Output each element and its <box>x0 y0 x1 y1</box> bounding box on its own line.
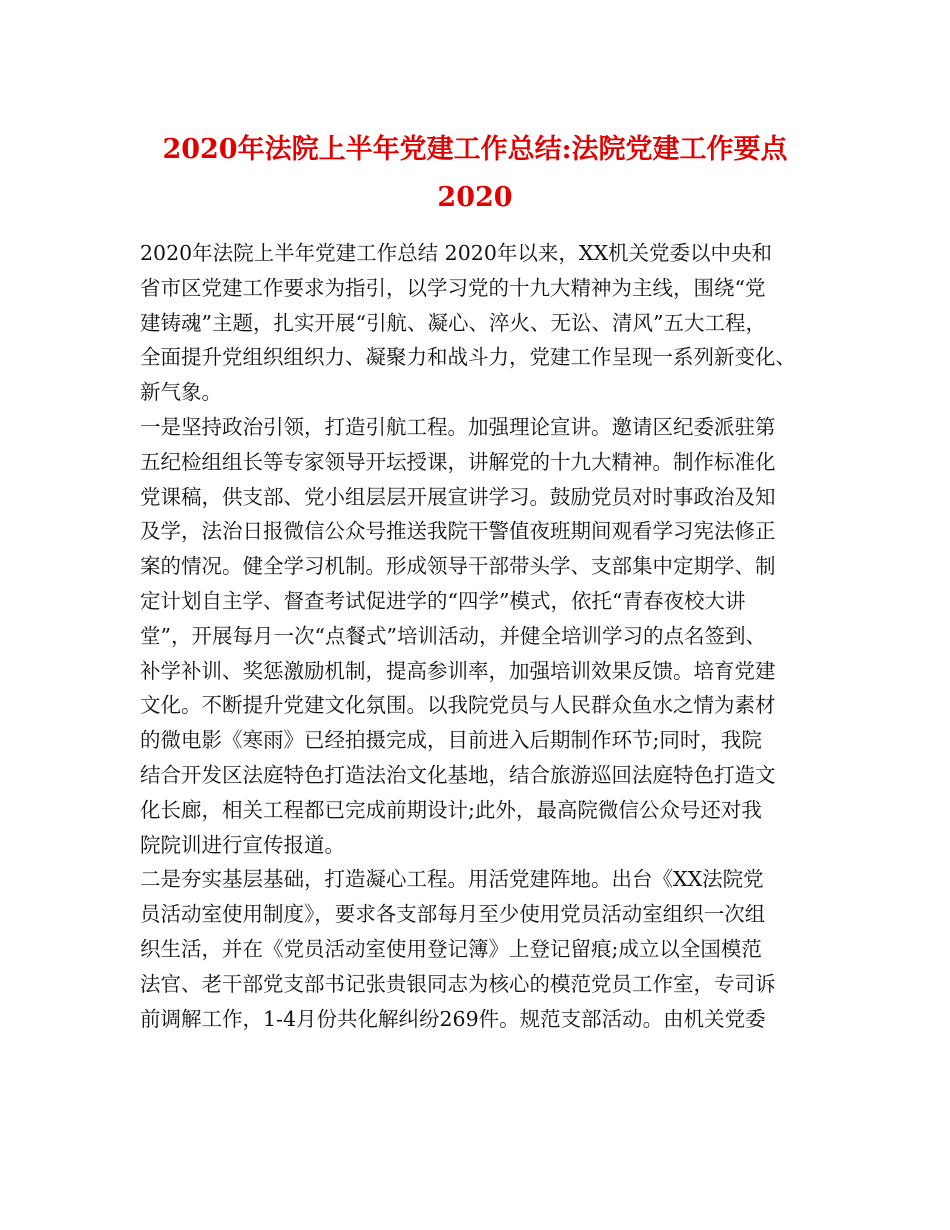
body-line: 全面提升党组织组织力、凝聚力和战斗力，党建工作呈现一系列新变化、 <box>140 345 796 370</box>
body-line: 及学，法治日报微信公众号推送我院干警值夜班期间观看学习宪法修正 <box>140 519 776 544</box>
body-line: 定计划自主学、督查考试促进学的“四学”模式，依托“青春夜校大讲 <box>140 588 746 613</box>
body-line: 文化。不断提升党建文化氛围。以我院党员与人民群众鱼水之情为素材 <box>140 693 776 718</box>
body-line: 法官、老干部党支部书记张贵银同志为核心的模范党员工作室，专司诉 <box>140 971 776 996</box>
body-line: 补学补训、奖惩激励机制，提高参训率，加强培训效果反馈。培育党建 <box>140 658 776 683</box>
body-line: 案的情况。健全学习机制。形成领导干部带头学、支部集中定期学、制 <box>140 554 776 579</box>
body-line: 院院训进行宣传报道。 <box>140 832 345 857</box>
body-line: 建铸魂”主题，扎实开展“引航、凝心、淬火、无讼、清风”五大工程， <box>140 310 766 335</box>
body-line: 党课稿，供支部、党小组层层开展宣讲学习。鼓励党员对时事政治及知 <box>140 484 776 509</box>
body-line: 的微电影《寒雨》已经拍摄完成，目前进入后期制作环节;同时，我院 <box>140 728 762 753</box>
body-line: 化长廊，相关工程都已完成前期设计;此外，最高院微信公众号还对我 <box>140 797 762 822</box>
body-line: 2020年法院上半年党建工作总结 2020年以来，XX机关党委以中央和 <box>140 241 773 265</box>
document-title: 2020年法院上半年党建工作总结:法院党建工作要点 <box>162 134 788 165</box>
body-line: 堂”，开展每月一次“点餐式”培训活动，并健全培训学习的点名签到、 <box>140 623 766 648</box>
document-body <box>140 236 830 1036</box>
body-line: 省市区党建工作要求为指引，以学习党的十九大精神为主线，围绕“党 <box>140 275 766 300</box>
body-line: 前调解工作，1-4月份共化解纠纷269件。规范支部活动。由机关党委 <box>140 1006 766 1031</box>
body-line: 员活动室使用制度》，要求各支部每月至少使用党员活动室组织一次组 <box>140 902 766 927</box>
document-title-year: 2020 <box>437 182 513 213</box>
body-line: 一是坚持政治引领，打造引航工程。加强理论宣讲。邀请区纪委派驻第 <box>140 414 776 439</box>
body-line: 二是夯实基层基础，打造凝心工程。用活党建阵地。出台《XX法院党 <box>140 867 764 892</box>
body-line: 五纪检组组长等专家领导开坛授课，讲解党的十九大精神。制作标准化 <box>140 449 776 474</box>
body-line: 新气象。 <box>140 380 222 405</box>
body-line: 织生活，并在《党员活动室使用登记簿》上登记留痕;成立以全国模范 <box>140 936 762 961</box>
body-line: 结合开发区法庭特色打造法治文化基地，结合旅游巡回法庭特色打造文 <box>140 762 776 787</box>
